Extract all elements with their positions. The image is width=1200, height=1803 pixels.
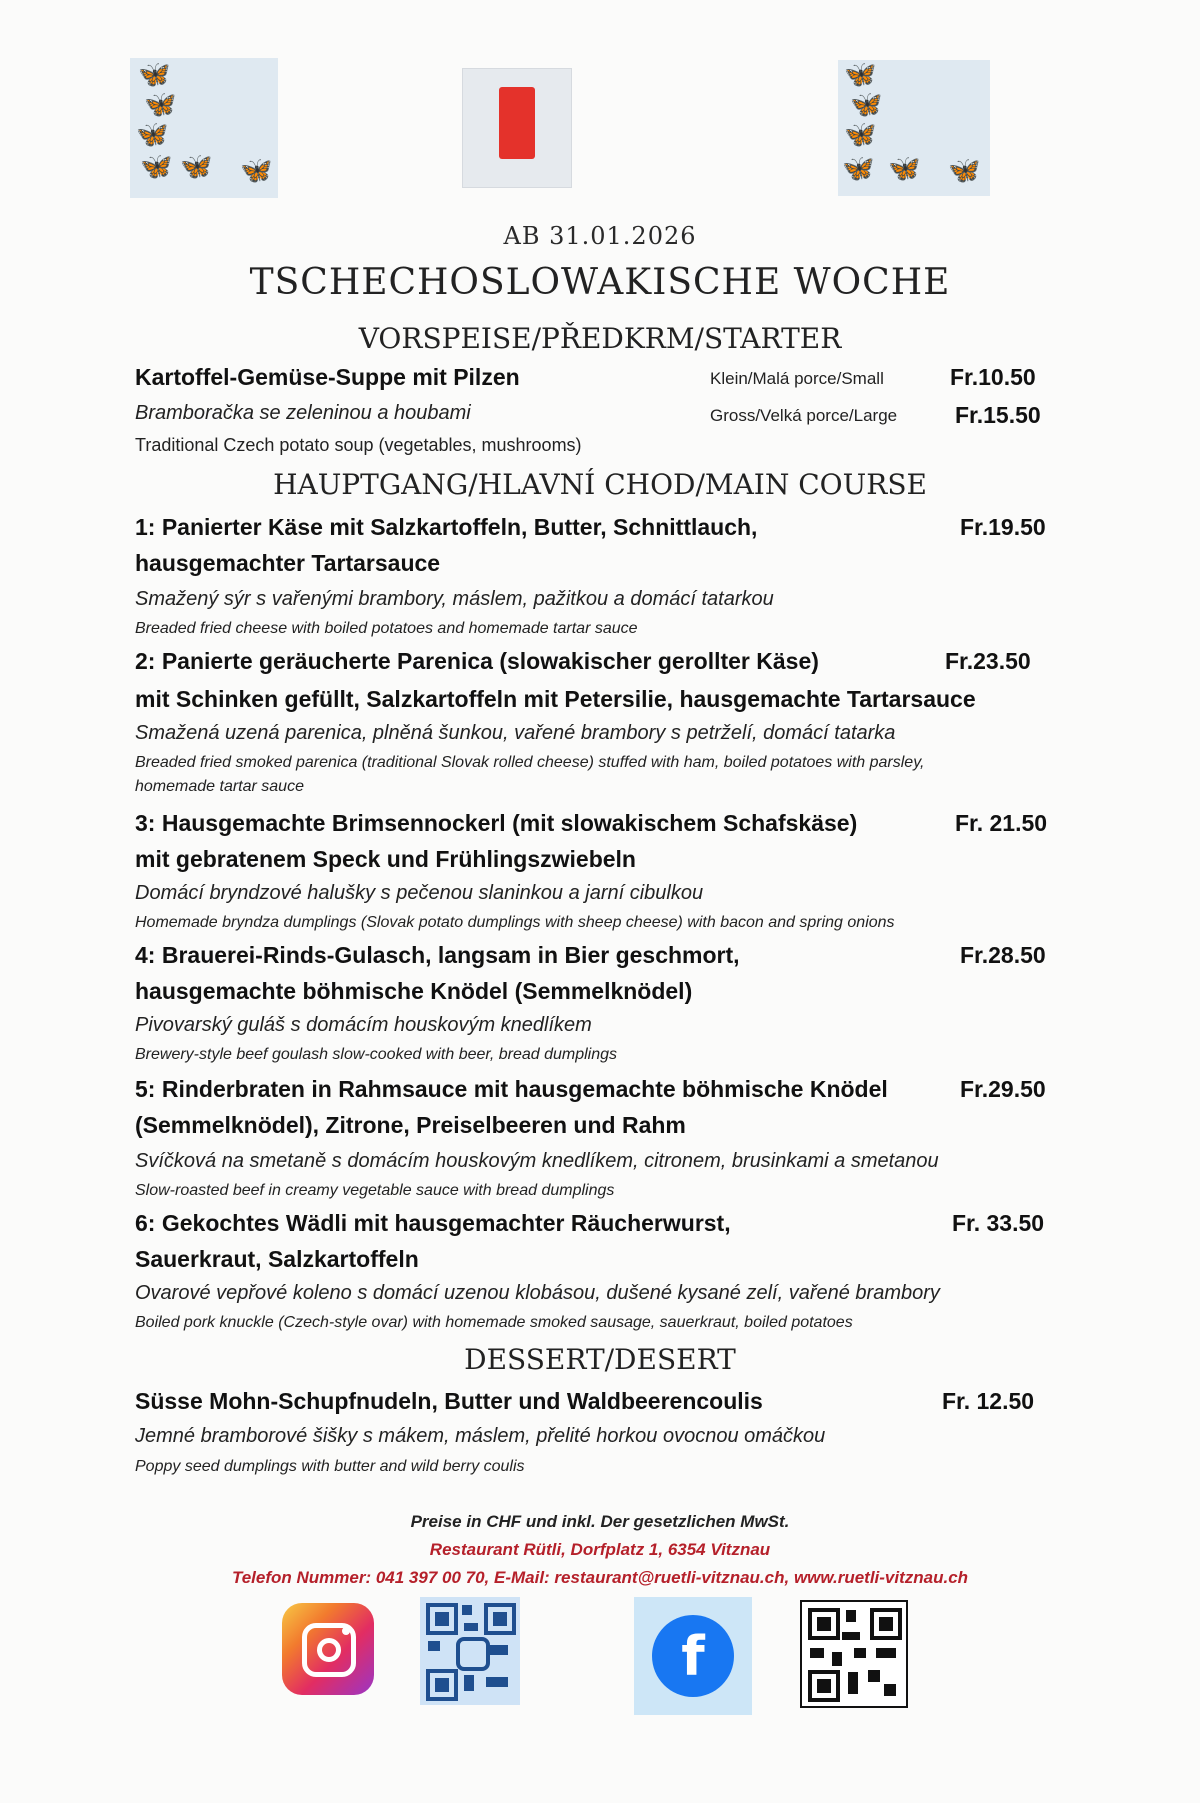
page-title: TSCHECHOSLOWAKISCHE WOCHE [249, 262, 951, 303]
main-item-4-price: Fr.28.50 [960, 942, 1046, 968]
starter-large-price: Fr.15.50 [955, 402, 1041, 428]
main-item-6-price: Fr. 33.50 [952, 1210, 1045, 1236]
main-item-6-de-line2: Sauerkraut, Salzkartoffeln [135, 1246, 419, 1272]
main-item-2-en-line2: homemade tartar sauce [135, 778, 304, 795]
starter-heading: VORSPEISE/PŘEDKRM/STARTER [358, 322, 842, 355]
starter-large-label: Gross/Velká porce/Large [710, 406, 898, 425]
dessert-name-en: Poppy seed dumplings with butter and wild berry coulis [135, 1458, 525, 1475]
butterfly-icon: 🦋 [948, 156, 981, 186]
starter-name-de: Kartoffel-Gemüse-Suppe mit Pilzen [135, 364, 520, 390]
butterfly-icon: 🦋 [850, 90, 883, 120]
main-item-5-en: Slow-roasted beef in creamy vegetable sauce with bread dumplings [135, 1182, 615, 1199]
main-item-1-cz: Smažený sýr s vařenými brambory, máslem, pažitkou a domácí tatarkou [135, 588, 774, 610]
main-item-4-de-line2: hausgemachte böhmische Knödel (Semmelknödel) [135, 978, 693, 1004]
prices-note: Preise in CHF und inkl. Der gesetzlichen MwSt. [410, 1512, 790, 1531]
main-item-2-cz: Smažená uzená parenica, plněná šunkou, vařené brambory s petrželí, domácí tatarka [135, 722, 896, 744]
butterfly-icon: 🦋 [144, 90, 177, 120]
dessert-heading: DESSERT/DESERT [464, 1343, 736, 1376]
center-logo-decoration [462, 68, 572, 188]
dessert-name-cz: Jemné bramborové šišky s mákem, máslem, přelité horkou ovocnou omáčkou [135, 1425, 826, 1447]
main-item-2-en-line1: Breaded fried smoked parenica (traditional Slovak rolled cheese) stuffed with ham, boiled potatoes with parsley, [135, 754, 925, 771]
main-item-1-de-line2: hausgemachter Tartarsauce [135, 550, 441, 576]
contact-line: Telefon Nummer: 041 397 00 70, E-Mail: restaurant@ruetli-vitznau.ch, www.ruetli-vitznau.ch [231, 1568, 969, 1587]
main-item-5-de-line1: 5: Rinderbraten in Rahmsauce mit hausgemachte böhmische Knödel [135, 1076, 888, 1102]
red-badge-icon [499, 87, 535, 159]
main-item-5-de-line2: (Semmelknödel), Zitrone, Preiselbeeren und Rahm [135, 1112, 686, 1138]
butterfly-icon: 🦋 [138, 60, 171, 90]
butterfly-icon: 🦋 [844, 60, 877, 90]
qr-code [800, 1600, 908, 1708]
main-item-3-price: Fr. 21.50 [955, 810, 1048, 836]
butterfly-decoration-left [130, 58, 278, 198]
butterfly-decoration-right [838, 60, 990, 196]
butterfly-icon: 🦋 [240, 156, 273, 186]
instagram-qr-code [420, 1597, 520, 1705]
starter-name-en: Traditional Czech potato soup (vegetables, mushrooms) [135, 435, 582, 455]
main-item-6-cz: Ovarové vepřové koleno s domácí uzenou klobásou, dušené kysané zelí, vařené brambory [135, 1282, 940, 1304]
valid-from-date: AB 31.01.2026 [503, 222, 697, 250]
main-item-6-en: Boiled pork knuckle (Czech-style ovar) with homemade smoked sausage, sauerkraut, boiled potatoes [135, 1314, 853, 1331]
main-item-1-price: Fr.19.50 [960, 514, 1046, 540]
main-item-6-de-line1: 6: Gekochtes Wädli mit hausgemachter Räucherwurst, [135, 1210, 731, 1236]
instagram-icon [456, 1637, 490, 1671]
main-item-1-de-line1: 1: Panierter Käse mit Salzkartoffeln, Butter, Schnittlauch, [135, 514, 758, 540]
instagram-icon[interactable] [282, 1603, 374, 1695]
main-item-4-de-line1: 4: Brauerei-Rinds-Gulasch, langsam in Bier geschmort, [135, 942, 740, 968]
main-item-4-cz: Pivovarský guláš s domácím houskovým knedlíkem [135, 1014, 592, 1036]
butterfly-icon: 🦋 [180, 152, 213, 182]
main-item-3-en: Homemade bryndza dumplings (Slovak potato dumplings with sheep cheese) with bacon and spring onions [135, 914, 895, 931]
starter-name-cz: Bramboračka se zeleninou a houbami [135, 402, 471, 424]
butterfly-icon: 🦋 [136, 120, 169, 150]
starter-small-label: Klein/Malá porce/Small [710, 369, 884, 388]
starter-small-price: Fr.10.50 [950, 364, 1036, 390]
main-item-3-cz: Domácí bryndzové halušky s pečenou slaninkou a jarní cibulkou [135, 882, 704, 904]
butterfly-icon: 🦋 [888, 154, 921, 184]
restaurant-address: Restaurant Rütli, Dorfplatz 1, 6354 Vitznau [429, 1540, 771, 1559]
butterfly-icon: 🦋 [140, 152, 173, 182]
facebook-tile[interactable] [634, 1597, 752, 1715]
dessert-name-de: Süsse Mohn-Schupfnudeln, Butter und Waldbeerencoulis [135, 1388, 763, 1414]
butterfly-icon: 🦋 [842, 154, 875, 184]
main-item-5-price: Fr.29.50 [960, 1076, 1046, 1102]
facebook-icon[interactable]: f [652, 1615, 734, 1697]
main-item-4-en: Brewery-style beef goulash slow-cooked with beer, bread dumplings [135, 1046, 618, 1063]
main-course-heading: HAUPTGANG/HLAVNÍ CHOD/MAIN COURSE [273, 468, 927, 501]
main-item-3-de-line1: 3: Hausgemachte Brimsennockerl (mit slowakischem Schafskäse) [135, 810, 858, 836]
main-item-2-price: Fr.23.50 [945, 648, 1031, 674]
butterfly-icon: 🦋 [844, 120, 877, 150]
dessert-price: Fr. 12.50 [942, 1388, 1035, 1414]
main-item-3-de-line2: mit gebratenem Speck und Frühlingszwiebeln [135, 846, 636, 872]
main-item-2-de-line1: 2: Panierte geräucherte Parenica (slowakischer gerollter Käse) [135, 648, 819, 674]
main-item-1-en: Breaded fried cheese with boiled potatoes and homemade tartar sauce [135, 620, 638, 637]
main-item-5-cz: Svíčková na smetaně s domácím houskovým knedlíkem, citronem, brusinkami a smetanou [135, 1150, 939, 1172]
main-item-2-de-line2: mit Schinken gefüllt, Salzkartoffeln mit Petersilie, hausgemachte Tartarsauce [135, 686, 976, 712]
